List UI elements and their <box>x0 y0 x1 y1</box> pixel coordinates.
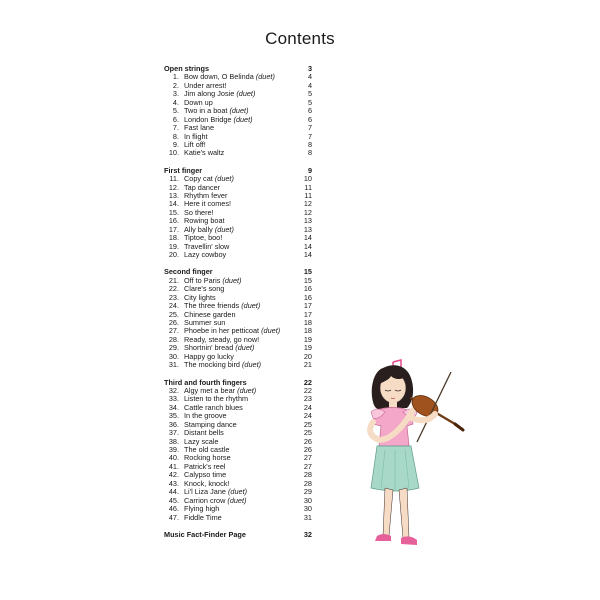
entry-title <box>179 217 292 225</box>
entry-title-text: Patrick's reel <box>184 462 226 471</box>
entry-page-number: 25 <box>303 428 312 438</box>
entry-number: 38. <box>168 436 179 446</box>
entry-title <box>179 99 292 107</box>
entry-number: 1. <box>172 72 179 82</box>
entry-title <box>179 82 292 90</box>
entry-title <box>179 505 292 513</box>
toc-entry <box>164 446 312 454</box>
entry-title-text: In the groove <box>184 412 227 421</box>
entry-page-number: 13 <box>303 224 312 234</box>
toc-entry <box>164 438 312 446</box>
entry-title-text: Jim along Josie <box>184 90 235 99</box>
entry-number: 23. <box>168 292 179 302</box>
entry-number: 8. <box>172 131 179 141</box>
entry-title <box>179 141 292 149</box>
entry-page-number: 23 <box>303 394 312 404</box>
entry-page-number: 10 <box>303 174 312 184</box>
entry-title-text: The old castle <box>184 446 230 455</box>
entry-title-text: Rowing boat <box>184 217 225 226</box>
toc-entry <box>164 480 312 488</box>
entry-title <box>179 116 292 124</box>
toc-entry <box>164 234 312 242</box>
toc-entry <box>164 285 312 293</box>
entry-title <box>179 327 292 335</box>
entry-title <box>179 184 292 192</box>
entry-number: 25. <box>168 309 179 319</box>
entry-title <box>179 361 292 369</box>
toc-entry <box>164 344 312 352</box>
entry-number: 16. <box>168 216 179 226</box>
toc-section <box>164 379 312 522</box>
duet-label: (duet) <box>242 361 262 370</box>
section-heading <box>164 379 312 387</box>
toc-entry <box>164 200 312 208</box>
entry-title <box>179 480 292 488</box>
entry-title <box>179 429 292 437</box>
entry-page-number: 18 <box>303 326 312 336</box>
entry-page-number: 19 <box>303 343 312 353</box>
entry-number: 47. <box>168 512 179 522</box>
duet-label: (duet) <box>235 344 255 353</box>
entry-title-text: Off to Paris <box>184 276 221 285</box>
entry-title-text: Shortnin' bread <box>184 344 234 353</box>
duet-label: (duet) <box>255 73 275 82</box>
section-heading <box>164 167 312 175</box>
duet-label: (duet) <box>229 107 249 116</box>
entry-title <box>179 149 292 157</box>
entry-title-text: Under arrest! <box>184 81 227 90</box>
entry-page-number: 17 <box>303 301 312 311</box>
entry-page-number: 27 <box>303 461 312 471</box>
toc-section <box>164 167 312 260</box>
entry-page-number: 15 <box>303 275 312 285</box>
entry-number: 42. <box>168 470 179 480</box>
entry-page-number: 14 <box>303 250 312 260</box>
entry-number: 32. <box>168 385 179 395</box>
entry-number: 18. <box>168 233 179 243</box>
entry-title-text: Bow down, O Belinda <box>184 73 254 82</box>
duet-label: (duet) <box>237 386 257 395</box>
entry-title-text: Lazy cowboy <box>184 251 227 260</box>
toc-entry <box>164 311 312 319</box>
section-title: Open strings <box>164 65 210 73</box>
entry-page-number: 12 <box>303 207 312 217</box>
entry-page-number: 7 <box>307 131 312 141</box>
toc-entry <box>164 149 312 157</box>
entry-number: 11. <box>169 174 179 184</box>
entry-page-number: 11 <box>304 191 312 201</box>
toc-entry <box>164 319 312 327</box>
toc-entry <box>164 404 312 412</box>
entry-page-number: 13 <box>303 216 312 226</box>
table-of-contents <box>164 65 312 548</box>
entry-page-number: 6 <box>307 114 312 124</box>
entry-page-number: 14 <box>303 233 312 243</box>
entry-number: 34. <box>168 402 179 412</box>
entry-title-text: The mocking bird <box>184 361 240 370</box>
entry-title <box>179 421 292 429</box>
toc-entry <box>164 192 312 200</box>
entry-number: 24. <box>168 301 179 311</box>
entry-title <box>179 412 292 420</box>
section-page-number: 32 <box>303 529 312 539</box>
toc-entry <box>164 184 312 192</box>
toc-entry <box>164 488 312 496</box>
toc-entry <box>164 454 312 462</box>
section-heading <box>164 268 312 276</box>
entry-title <box>179 404 292 412</box>
entry-page-number: 18 <box>303 318 312 328</box>
entry-page-number: 25 <box>303 419 312 429</box>
entry-number: 5. <box>172 106 179 116</box>
entry-title <box>179 90 292 98</box>
toc-entry <box>164 294 312 302</box>
entry-title <box>179 192 292 200</box>
entry-number: 3. <box>172 89 179 99</box>
entry-title <box>179 124 292 132</box>
entry-title <box>179 319 292 327</box>
duet-label: (duet) <box>214 225 234 234</box>
entry-title-text: Carrion crow <box>184 496 226 505</box>
entry-page-number: 16 <box>303 284 312 294</box>
entry-title <box>179 133 292 141</box>
page-title: Contents <box>265 29 335 48</box>
toc-entry <box>164 505 312 513</box>
toc-entry <box>164 90 312 98</box>
entry-title-text: Algy met a bear <box>184 386 236 395</box>
toc-section <box>164 65 312 158</box>
entry-title-text: So there! <box>184 208 214 217</box>
entry-page-number: 24 <box>303 411 312 421</box>
entry-title <box>179 395 292 403</box>
entry-page-number: 16 <box>303 292 312 302</box>
entry-title <box>179 387 292 395</box>
duet-label: (duet) <box>236 90 256 99</box>
entry-page-number: 28 <box>303 478 312 488</box>
entry-title-text: Ally bally <box>184 225 213 234</box>
entry-title <box>179 234 292 242</box>
entry-number: 15. <box>168 207 179 217</box>
entry-title <box>179 311 292 319</box>
toc-entry <box>164 387 312 395</box>
toc-entry <box>164 421 312 429</box>
entry-title <box>179 471 292 479</box>
toc-entry <box>164 327 312 335</box>
entry-title <box>179 463 292 471</box>
entry-number: 40. <box>168 453 179 463</box>
violinist-illustration <box>355 350 480 555</box>
entry-title <box>179 251 292 259</box>
duet-label: (duet) <box>227 496 247 505</box>
entry-page-number: 5 <box>307 89 312 99</box>
entry-title-text: Knock, knock! <box>184 479 230 488</box>
entry-page-number: 12 <box>303 199 312 209</box>
toc-entry <box>164 175 312 183</box>
entry-title <box>179 353 292 361</box>
toc-entry <box>164 116 312 124</box>
entry-title <box>179 73 292 81</box>
entry-title-text: Listen to the rhythm <box>184 395 249 404</box>
entry-number: 22. <box>168 284 179 294</box>
section-title: Third and fourth fingers <box>164 378 247 387</box>
toc-entry <box>164 471 312 479</box>
entry-number: 39. <box>168 445 179 455</box>
entry-title <box>179 209 292 217</box>
entry-title <box>179 107 292 115</box>
entry-title-text: Rocking horse <box>184 454 231 463</box>
entry-number: 12. <box>168 182 179 192</box>
entry-title-text: Tap dancer <box>184 183 221 192</box>
section-page-number: 15 <box>303 267 312 277</box>
entry-page-number: 22 <box>303 385 312 395</box>
entry-title-text: Phoebe in her petticoat <box>184 327 260 336</box>
entry-number: 14. <box>168 199 179 209</box>
entry-title-text: Chinese garden <box>184 310 236 319</box>
entry-number: 10. <box>168 148 179 158</box>
entry-number: 26. <box>168 318 179 328</box>
entry-number: 9. <box>172 139 179 149</box>
toc-entry <box>164 336 312 344</box>
entry-page-number: 8 <box>307 148 312 158</box>
entry-number: 46. <box>168 504 179 514</box>
entry-page-number: 26 <box>303 436 312 446</box>
entry-title-text: London Bridge <box>184 115 232 124</box>
entry-title <box>179 438 292 446</box>
entry-title-text: Fiddle Time <box>184 513 222 522</box>
entry-title <box>179 446 292 454</box>
entry-title-text: Happy go lucky <box>184 352 234 361</box>
entry-title <box>179 243 292 251</box>
entry-title <box>179 226 292 234</box>
entry-title-text: Li'l Liza Jane <box>184 488 226 497</box>
section-page-number: 9 <box>307 165 312 175</box>
entry-number: 44. <box>168 487 179 497</box>
toc-entry <box>164 133 312 141</box>
entry-number: 29. <box>168 343 179 353</box>
entry-page-number: 29 <box>303 487 312 497</box>
entry-page-number: 26 <box>303 445 312 455</box>
entry-title-text: Copy cat <box>184 175 213 184</box>
duet-label: (duet) <box>228 488 248 497</box>
toc-entry <box>164 99 312 107</box>
section-title: Second finger <box>164 268 213 277</box>
entry-title-text: Fast lane <box>184 124 215 133</box>
entry-number: 4. <box>172 97 179 107</box>
toc-entry <box>164 497 312 505</box>
entry-number: 17. <box>168 224 179 234</box>
duet-label: (duet) <box>214 175 234 184</box>
toc-entry <box>164 226 312 234</box>
toc-entry <box>164 429 312 437</box>
entry-number: 31. <box>168 360 179 370</box>
toc-entry <box>164 217 312 225</box>
toc-entry <box>164 243 312 251</box>
entry-page-number: 8 <box>307 139 312 149</box>
entry-title-text: City lights <box>184 293 216 302</box>
entry-title <box>179 514 292 522</box>
toc-entry <box>164 141 312 149</box>
entry-title-text: Travellin' slow <box>184 242 230 251</box>
entry-page-number: 24 <box>303 402 312 412</box>
entry-number: 20. <box>168 250 179 260</box>
toc-entry <box>164 353 312 361</box>
toc-entry <box>164 463 312 471</box>
toc-entry <box>164 107 312 115</box>
toc-entry <box>164 412 312 420</box>
entry-title-text: Two in a boat <box>184 107 228 116</box>
toc-entry <box>164 361 312 369</box>
entry-page-number: 19 <box>303 334 312 344</box>
duet-label: (duet) <box>261 327 281 336</box>
entry-title <box>179 302 292 310</box>
entry-title-text: Down up <box>184 98 213 107</box>
entry-title-text: Flying high <box>184 505 220 514</box>
section-page-number: 3 <box>307 64 312 73</box>
entry-number: 30. <box>168 351 179 361</box>
entry-page-number: 28 <box>303 470 312 480</box>
entry-number: 19. <box>168 241 179 251</box>
toc-entry <box>164 82 312 90</box>
entry-number: 35. <box>168 411 179 421</box>
entry-title-text: Here it comes! <box>184 200 232 209</box>
entry-number: 2. <box>172 80 179 90</box>
entry-page-number: 27 <box>303 453 312 463</box>
entry-number: 28. <box>168 334 179 344</box>
entry-number: 33. <box>168 394 179 404</box>
entry-title-text: Katie's waltz <box>184 149 225 158</box>
section-title: First finger <box>164 166 203 175</box>
section-page-number: 22 <box>303 377 312 387</box>
entry-title-text: Rhythm fever <box>184 192 228 201</box>
entry-number: 43. <box>168 478 179 488</box>
entry-page-number: 21 <box>303 360 312 370</box>
entry-page-number: 30 <box>303 495 312 505</box>
entry-title-text: Stamping dance <box>184 420 237 429</box>
entry-number: 27. <box>168 326 179 336</box>
toc-entry <box>164 209 312 217</box>
entry-title <box>179 336 292 344</box>
duet-label: (duet) <box>241 302 261 311</box>
entry-title-text: In flight <box>184 132 208 141</box>
entry-title-text: Tiptoe, boo! <box>184 234 223 243</box>
entry-page-number: 5 <box>307 97 312 107</box>
toc-section <box>164 531 312 539</box>
entry-title-text: Summer sun <box>184 319 226 328</box>
entry-page-number: 7 <box>307 123 312 133</box>
duet-label: (duet) <box>222 276 242 285</box>
entry-number: 41. <box>168 461 179 471</box>
entry-page-number: 4 <box>307 72 312 82</box>
entry-title-text: Clare's song <box>184 285 225 294</box>
entry-title-text: The three friends <box>184 302 240 311</box>
entry-title-text: Lift off! <box>184 140 206 149</box>
toc-entry <box>164 73 312 81</box>
entry-page-number: 14 <box>303 241 312 251</box>
entry-number: 13. <box>168 191 179 201</box>
entry-number: 37. <box>168 428 179 438</box>
entry-title <box>179 277 292 285</box>
toc-entry <box>164 395 312 403</box>
toc-entry <box>164 124 312 132</box>
entry-title <box>179 200 292 208</box>
toc-entry <box>164 514 312 522</box>
entry-number: 21. <box>168 275 179 285</box>
violin-icon <box>408 372 463 442</box>
entry-number: 7. <box>172 123 179 133</box>
section-heading <box>164 531 312 539</box>
entry-title <box>179 454 292 462</box>
section-title: Music Fact-Finder Page <box>164 530 246 539</box>
section-heading <box>164 65 312 73</box>
entry-title-text: Distant bells <box>184 429 224 438</box>
entry-page-number: 6 <box>307 106 312 116</box>
entry-title-text: Calypso time <box>184 471 227 480</box>
entry-page-number: 17 <box>303 309 312 319</box>
entry-number: 36. <box>168 419 179 429</box>
toc-entry <box>164 251 312 259</box>
toc-section <box>164 268 312 369</box>
entry-page-number: 30 <box>303 504 312 514</box>
toc-entry <box>164 302 312 310</box>
entry-title <box>179 285 292 293</box>
duet-label: (duet) <box>233 115 253 124</box>
toc-entry <box>164 277 312 285</box>
entry-page-number: 4 <box>307 80 312 90</box>
entry-page-number: 11 <box>304 182 312 192</box>
entry-title-text: Lazy scale <box>184 437 219 446</box>
entry-number: 6. <box>172 114 179 124</box>
entry-number: 45. <box>168 495 179 505</box>
entry-page-number: 31 <box>303 512 312 522</box>
entry-title-text: Cattle ranch blues <box>184 403 243 412</box>
entry-title-text: Ready, steady, go now! <box>184 335 260 344</box>
entry-title <box>179 344 292 352</box>
entry-title <box>179 294 292 302</box>
entry-title <box>179 497 292 505</box>
entry-title <box>179 175 292 183</box>
entry-page-number: 20 <box>303 351 312 361</box>
entry-title <box>179 488 292 496</box>
